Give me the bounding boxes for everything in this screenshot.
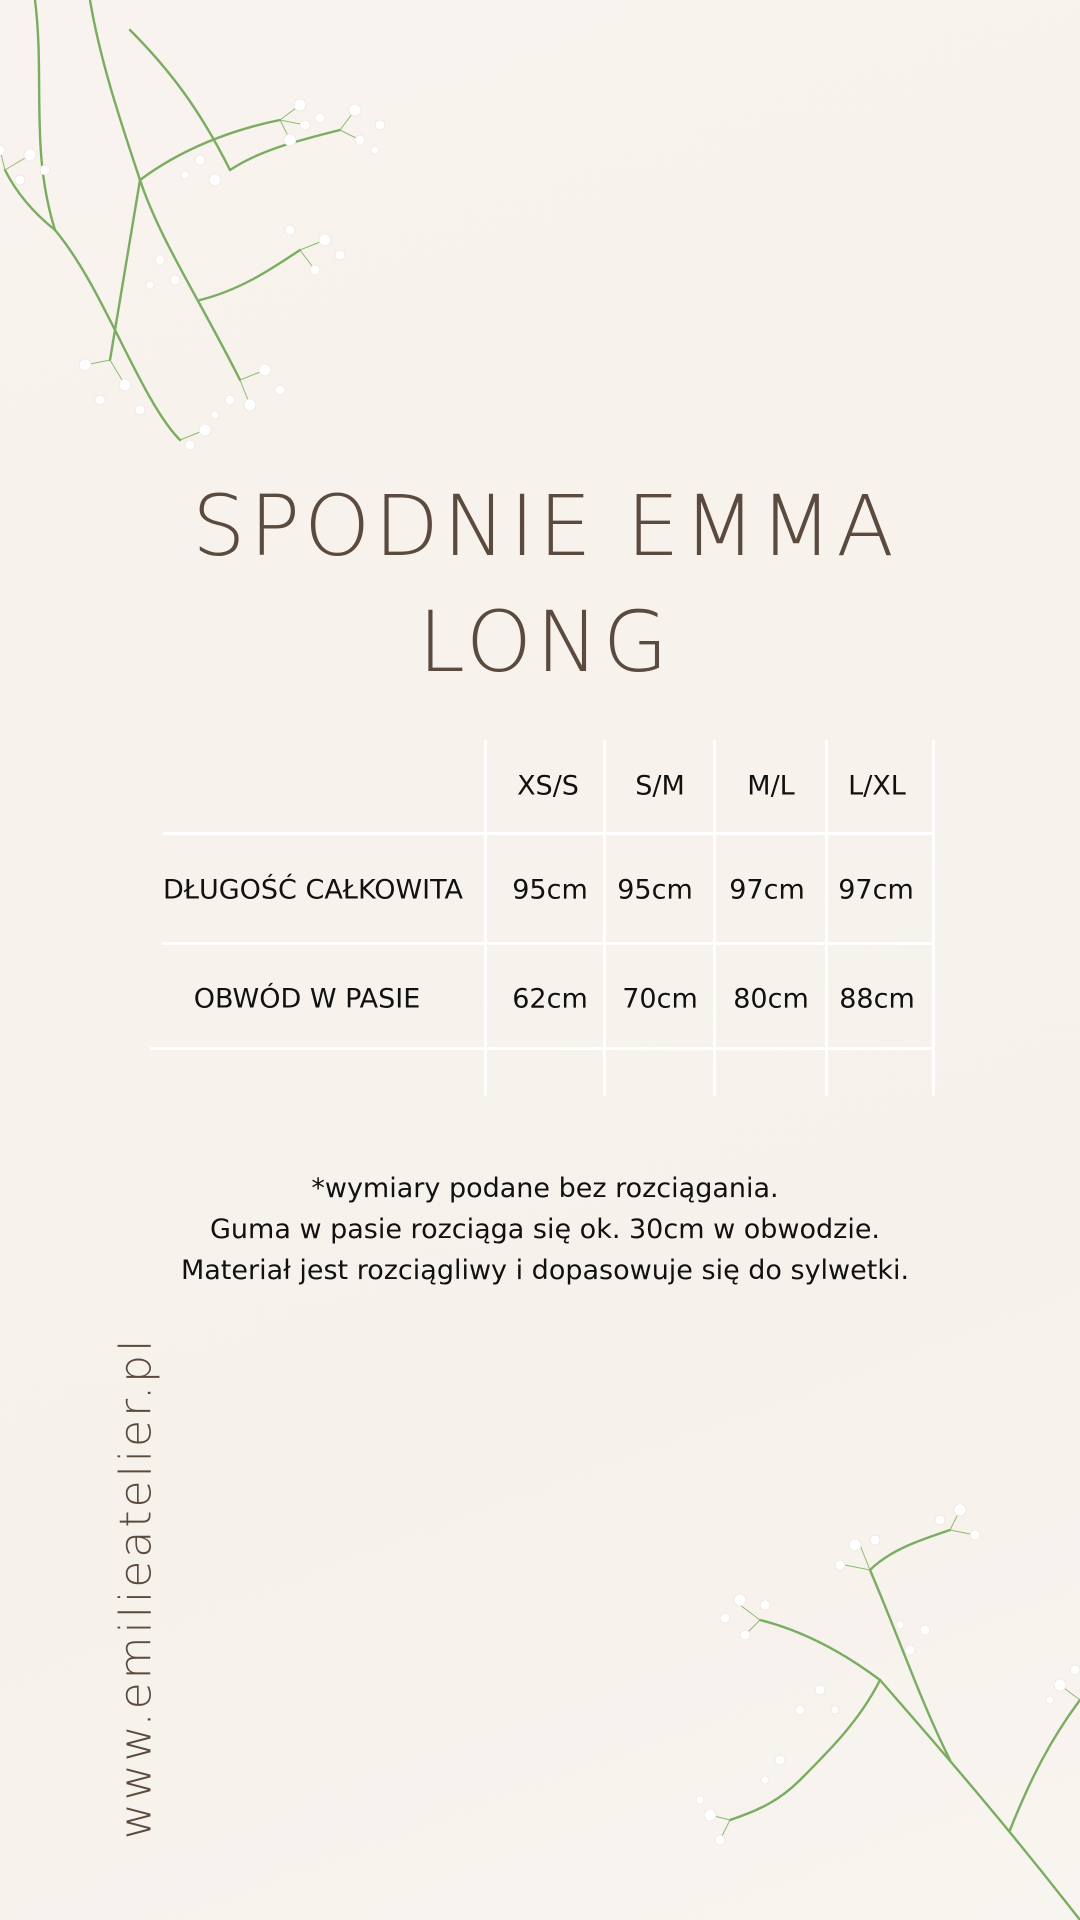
table-divider <box>162 832 935 835</box>
size-table <box>0 740 1080 1100</box>
row-label: DŁUGOŚĆ CAŁKOWITA <box>163 874 463 906</box>
table-divider <box>825 740 828 1096</box>
table-divider <box>484 740 487 1096</box>
flower-decoration-bottom <box>680 1500 1080 1920</box>
table-cell: 80cm <box>733 983 809 1015</box>
page-title <box>0 468 1080 700</box>
table-cell: 88cm <box>839 983 915 1015</box>
measurement-notes <box>0 1168 1080 1291</box>
table-cell: 62cm <box>512 983 588 1015</box>
table-cell: 97cm <box>838 874 914 906</box>
table-cell: 95cm <box>512 874 588 906</box>
table-divider <box>603 740 606 1096</box>
size-header: M/L <box>747 770 795 802</box>
row-label: OBWÓD W PASIE <box>193 983 421 1015</box>
note-line: Guma w pasie rozciąga się ok. 30cm w obwodzie. <box>209 1214 881 1245</box>
note-line: Materiał jest rozciągliwy i dopasowuje się do sylwetki. <box>180 1255 910 1286</box>
website-url: www.emilieatelier.pl <box>110 1336 162 1840</box>
note-line: *wymiary podane bez rozciągania. <box>311 1173 779 1204</box>
table-cell: 70cm <box>622 983 698 1015</box>
size-header: XS/S <box>517 770 579 802</box>
table-divider <box>150 1047 935 1050</box>
table-divider <box>932 740 935 1096</box>
size-header: L/XL <box>848 770 906 802</box>
table-cell: 95cm <box>617 874 693 906</box>
title-line-1: SPODNIE EMMA <box>192 477 898 575</box>
flower-decoration-top <box>0 0 420 460</box>
table-divider <box>713 740 716 1096</box>
table-divider <box>162 942 935 945</box>
size-header: S/M <box>635 770 685 802</box>
title-line-2: LONG <box>418 593 672 691</box>
table-cell: 97cm <box>729 874 805 906</box>
